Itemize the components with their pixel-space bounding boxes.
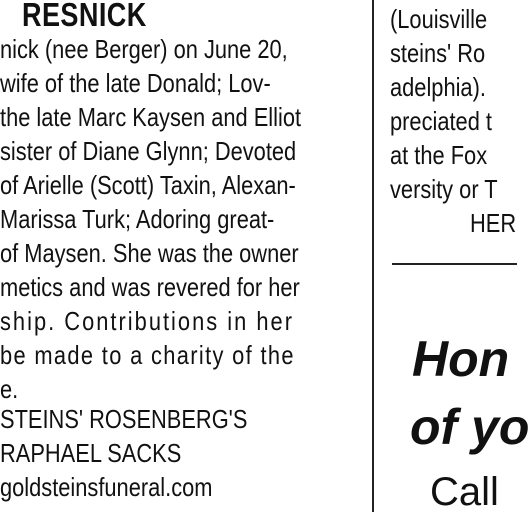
obituary-text-line: of Maysen. She was the owner	[0, 238, 299, 268]
obituary-text-line: steins' Ro	[390, 38, 486, 68]
obituary-text-line: e.	[0, 374, 19, 404]
obituary-text-line: (Louisville	[390, 4, 488, 34]
section-divider	[392, 263, 517, 265]
obituary-text-line: metics and was revered for her	[0, 272, 300, 302]
obituary-text-line: be made to a charity of the	[0, 340, 295, 370]
obituary-text-line: of Arielle (Scott) Taxin, Alexan-	[0, 170, 296, 200]
funeral-home-website: goldsteinsfuneral.com	[0, 472, 213, 502]
obituary-name-heading: RESNICK	[22, 0, 147, 33]
obituary-text-line: nick (nee Berger) on June 20,	[0, 34, 288, 64]
obituary-right-column	[374, 0, 529, 514]
obituary-text-line: preciated t	[390, 106, 492, 136]
obituary-text-line: adelphia).	[390, 72, 486, 102]
ad-call-text: Call	[430, 470, 499, 514]
ad-headline-line-2: of yo	[410, 399, 529, 455]
funeral-home-name: STEINS' ROSENBERG'S	[0, 404, 248, 434]
obituary-text-line: wife of the late Donald; Lov-	[0, 68, 271, 98]
obituary-text-line: Marissa Turk; Adoring great-	[0, 204, 275, 234]
obituary-text-line: ship. Contributions in her	[0, 306, 294, 336]
obituary-text-line: versity or T	[390, 174, 498, 204]
obituary-text-line: HER	[470, 208, 517, 238]
funeral-home-name: RAPHAEL SACKS	[0, 438, 182, 468]
ad-headline-line-1: Hon	[412, 331, 510, 387]
obituary-text-line: at the Fox	[390, 140, 488, 170]
obituary-text-line: sister of Diane Glynn; Devoted	[0, 136, 297, 166]
obituary-text-line: the late Marc Kaysen and Elliot	[0, 102, 302, 132]
